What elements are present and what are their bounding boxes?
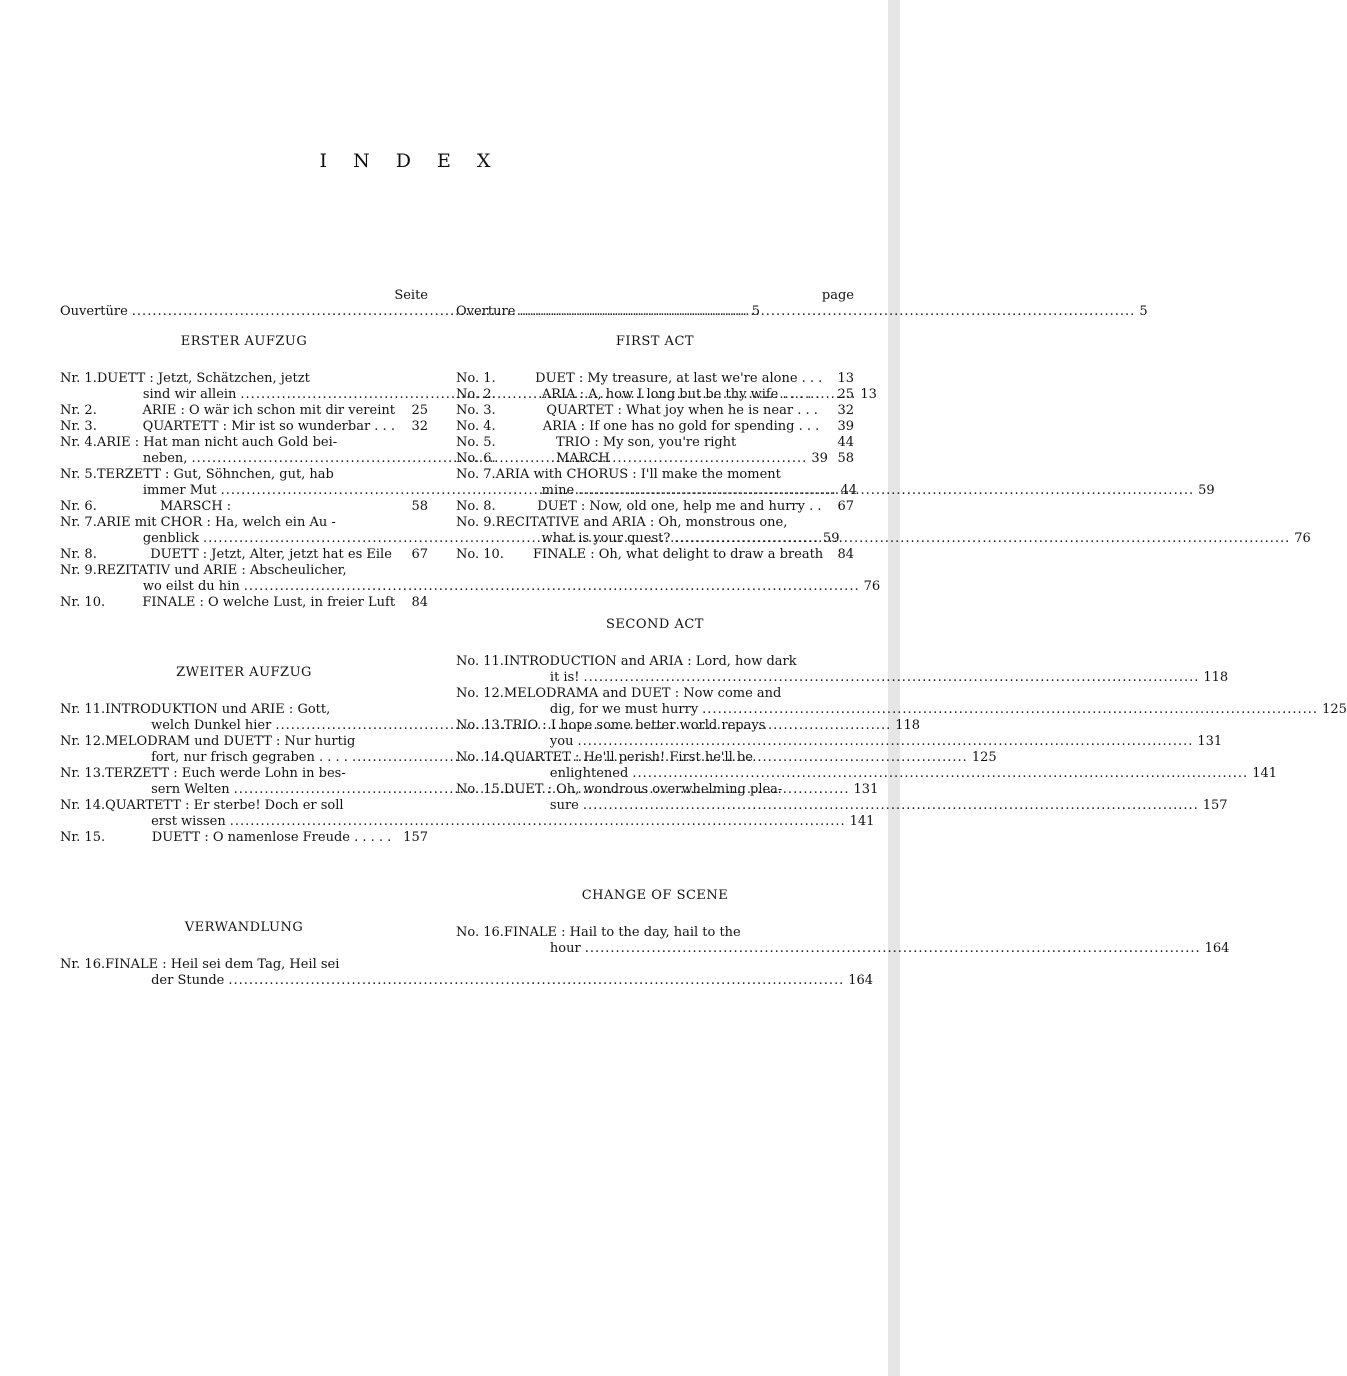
entry-title-line2: hour — [549, 941, 581, 956]
entry-title-line2: wo eilst du hin — [142, 579, 240, 594]
entry-page: 44 — [837, 435, 854, 450]
entry-page: 84 — [411, 595, 428, 610]
english-act1-heading: FIRST ACT — [615, 334, 695, 349]
leader-dots — [584, 670, 1200, 686]
entry-title-line2: dig, for we must hurry — [549, 702, 699, 717]
entry-title-line1: ARIE : O wär ich schon mit dir vereint — [142, 403, 395, 418]
entry-number: Nr. 4. — [60, 435, 97, 450]
entry-title — [504, 750, 1252, 782]
entry-number: No. 14. — [456, 750, 504, 765]
entry-title — [556, 435, 814, 451]
index-entry — [456, 515, 1311, 547]
entry-title-line2: sern Welten — [151, 782, 230, 797]
index-entry — [60, 595, 428, 611]
entry-title-line1: DUET : My treasure, at last we're alone . . . — [535, 371, 823, 386]
english-overture-page: 5 — [1139, 304, 1148, 319]
entry-title — [504, 782, 1203, 814]
entry-page: 39 — [837, 419, 854, 434]
english-act1-list — [456, 371, 1311, 563]
entry-title-line1: QUARTET : What joy when he is near . . . — [546, 403, 818, 418]
entry-title-line1: MARCH — [556, 451, 610, 466]
entry-page: 58 — [837, 451, 854, 466]
entry-title — [496, 515, 1295, 547]
entry-page: 32 — [837, 403, 854, 418]
index-entry — [456, 451, 854, 467]
index-entry — [60, 419, 428, 435]
entry-title-line1: FINALE : Hail to the day, hail to the — [503, 925, 741, 940]
entry-title-line1: INTRODUCTION and ARIA : Lord, how dark — [503, 654, 797, 669]
entry-number: No. 15. — [456, 782, 504, 797]
entry-page: 131 — [853, 782, 879, 797]
entry-title-line1: QUARTETT : Er sterbe! Doch er soll — [105, 798, 344, 813]
entry-number: Nr. 2. — [60, 403, 97, 418]
index-entry — [456, 403, 854, 419]
leader-dots — [583, 798, 1199, 814]
english-act2-heading: SECOND ACT — [606, 617, 704, 632]
entry-title — [504, 718, 1197, 750]
entry-title-line1: ARIE : Hat man nicht auch Gold bei- — [96, 435, 338, 450]
entry-title — [504, 686, 1322, 718]
entry-page: 125 — [1322, 702, 1347, 717]
entry-number: Nr. 15. — [60, 830, 106, 845]
entry-title-line2: you — [549, 734, 574, 749]
index-entry — [60, 547, 428, 563]
entry-page: 67 — [837, 499, 854, 514]
entry-title-line2-wrap — [504, 798, 1203, 814]
entry-title-line2: genblick — [142, 531, 200, 546]
german-act2-heading: ZWEITER AUFZUG — [176, 665, 312, 680]
entry-title-line2-wrap — [504, 734, 1197, 750]
entry-number: Nr. 3. — [60, 419, 97, 434]
index-entry — [456, 419, 854, 435]
index-entry — [60, 499, 428, 515]
entry-page: 39 — [811, 451, 828, 466]
entry-page: 131 — [1197, 734, 1223, 749]
entry-page: 118 — [895, 718, 921, 733]
entry-page: 141 — [849, 814, 875, 829]
entry-title-line2: der Stunde — [151, 973, 225, 988]
entry-title-line2: mine — [541, 483, 575, 498]
entry-number: Nr. 16. — [60, 957, 106, 972]
entry-number: No. 13. — [456, 718, 504, 733]
leader-dots — [702, 702, 1318, 718]
entry-number: Nr. 13. — [60, 766, 106, 781]
entry-title-line2: erst wissen — [151, 814, 226, 829]
english-scene-list — [456, 925, 1230, 957]
entry-number: Nr. 6. — [60, 499, 97, 514]
entry-page: 13 — [837, 371, 854, 386]
entry-title-line1: DUET : Now, old one, help me and hurry . . — [537, 499, 822, 514]
entry-title — [504, 925, 1205, 957]
entry-title-line2: enlightened — [549, 766, 629, 781]
entry-number: Nr. 14. — [60, 798, 106, 813]
entry-title — [543, 419, 819, 435]
entry-number: No. 5. — [456, 435, 496, 450]
entry-page: 44 — [840, 483, 858, 498]
leader-dots — [228, 973, 844, 989]
leader-dots — [585, 941, 1201, 957]
entry-number: Nr. 5. — [60, 467, 97, 482]
entry-title — [537, 499, 821, 515]
entry-title-line2-wrap — [105, 973, 848, 989]
entry-title-line2-wrap — [504, 702, 1322, 718]
entry-page: 118 — [1203, 670, 1229, 685]
entry-title-line2: welch Dunkel hier — [151, 718, 272, 733]
entry-page: 25 — [837, 387, 854, 402]
index-entry — [456, 387, 854, 403]
entry-page: 157 — [1202, 798, 1228, 813]
german-act1-heading: ERSTER AUFZUG — [180, 334, 308, 349]
entry-title — [150, 547, 392, 563]
leader-dots — [632, 766, 1248, 782]
entry-title-line1: FINALE : O welche Lust, in freier Luft — [142, 595, 396, 610]
entry-title-line2: it is! — [549, 670, 580, 685]
entry-page: 59 — [822, 531, 840, 546]
entry-title-line2: sind wir allein — [142, 387, 237, 402]
entry-title — [546, 403, 818, 419]
index-entry — [456, 467, 1215, 499]
entry-page: 164 — [848, 973, 874, 988]
entry-title-line1: ARIA with CHORUS : I'll make the moment — [495, 467, 781, 482]
entry-number: No. 8. — [456, 499, 496, 514]
english-scene-heading: CHANGE OF SCENE — [581, 888, 729, 903]
entry-title — [533, 547, 823, 563]
index-entry — [456, 686, 1347, 718]
english-overture-label: Overture — [456, 304, 516, 319]
leader-dots — [519, 304, 1135, 320]
entry-title-line1: MELODRAM und DUETT : Nur hurtig — [105, 734, 356, 749]
entry-number: Nr. 12. — [60, 734, 106, 749]
entry-title-line1: MELODRAMA and DUET : Now come and — [503, 686, 782, 701]
entry-title-line1: DUET : Oh, wondrous overwhelming plea- — [503, 782, 783, 797]
entry-number: No. 4. — [456, 419, 496, 434]
entry-title — [160, 499, 388, 515]
entry-number: Nr. 11. — [60, 702, 106, 717]
entry-page: 32 — [411, 419, 428, 434]
entry-number: No. 6. — [456, 451, 496, 466]
entry-title-line1: DUETT : O namenlose Freude . . . . . — [151, 830, 392, 845]
entry-title-line2-wrap — [504, 670, 1203, 686]
entry-title-line1: INTRODUKTION und ARIE : Gott, — [105, 702, 331, 717]
entry-title-line2-wrap — [504, 766, 1252, 782]
german-scene-list — [60, 957, 874, 989]
index-entry — [456, 435, 854, 451]
entry-title — [504, 654, 1203, 686]
entry-title-line1: QUARTET : He'll perish! First he'll be — [503, 750, 753, 765]
entry-number: Nr. 10. — [60, 595, 106, 610]
entry-title-line1: FINALE : Oh, what delight to draw a breath — [533, 547, 824, 562]
entry-number: No. 16. — [456, 925, 504, 940]
entry-title — [142, 595, 395, 611]
entry-page: 13 — [860, 387, 877, 402]
english-column-header: page — [821, 288, 854, 303]
entry-title-line1: RECITATIVE and ARIA : Oh, monstrous one, — [495, 515, 788, 530]
english-overture-entry — [456, 304, 1148, 320]
entry-title — [143, 419, 395, 435]
entry-title-line2: fort, nur frisch gegraben . . . . — [151, 750, 348, 765]
index-entry — [456, 371, 854, 387]
entry-page: 59 — [1198, 483, 1215, 498]
entry-title-line2: neben, — [142, 451, 188, 466]
index-entry — [456, 925, 1230, 957]
entry-title — [542, 387, 820, 403]
entry-title-line1: QUARTETT : Mir ist so wunderbar . . . — [142, 419, 395, 434]
entry-title — [556, 451, 814, 467]
entry-title-line1: ARIA : A, how I long but be thy wife . . . . . — [541, 387, 820, 402]
entry-title-line2-wrap — [496, 483, 1198, 499]
entry-number: No. 1. — [456, 371, 496, 386]
entry-number: No. 11. — [456, 654, 504, 669]
entry-title — [105, 957, 848, 989]
entry-page: 25 — [411, 403, 428, 418]
entry-title-line2: sure — [549, 798, 579, 813]
entry-title-line2-wrap — [504, 941, 1205, 957]
entry-number: Nr. 8. — [60, 547, 97, 562]
index-entry — [456, 654, 1229, 686]
entry-title-line1: TERZETT : Gut, Söhnchen, gut, hab — [96, 467, 334, 482]
index-entry — [60, 403, 428, 419]
entry-page: 157 — [403, 830, 428, 845]
entry-number: No. 10. — [456, 547, 504, 562]
entry-number: No. 7. — [456, 467, 496, 482]
index-entry — [456, 547, 854, 563]
leader-dots — [578, 483, 1194, 499]
entry-title-line1: TRIO : I hope some better world repays — [503, 718, 766, 733]
entry-number: No. 2. — [456, 387, 496, 402]
entry-page: 76 — [863, 579, 881, 594]
entry-title — [143, 403, 395, 419]
index-entry — [60, 830, 428, 846]
german-scene-heading: VERWANDLUNG — [184, 920, 304, 935]
entry-number: No. 9. — [456, 515, 496, 530]
entry-title-line1: ARIE mit CHOR : Ha, welch ein Au - — [96, 515, 336, 530]
english-column — [456, 288, 1347, 957]
german-column-header: Seite — [394, 288, 428, 303]
entry-title-line2: what is your quest? — [541, 531, 671, 546]
index-entry — [60, 957, 874, 989]
entry-number: No. 12. — [456, 686, 504, 701]
entry-title — [535, 371, 822, 387]
english-act2-list — [456, 654, 1347, 814]
entry-page: 164 — [1204, 941, 1230, 956]
index-entry — [456, 499, 854, 515]
entry-title-line1: ARIA : If one has no gold for spending . . . — [542, 419, 820, 434]
entry-number: Nr. 9. — [60, 563, 97, 578]
entry-page: 125 — [971, 750, 997, 765]
entry-page: 76 — [1294, 531, 1311, 546]
entry-title-line1: TRIO : My son, you're right — [556, 435, 737, 450]
entry-title — [496, 467, 1198, 499]
entry-title-line2-wrap — [496, 531, 1295, 547]
index-title: I N D E X — [319, 150, 501, 172]
entry-title-line1: FINALE : Heil sei dem Tag, Heil sei — [105, 957, 340, 972]
leader-dots — [674, 531, 1290, 547]
entry-title-line1: TERZETT : Euch werde Lohn in bes- — [105, 766, 346, 781]
german-overture-page: 5 — [751, 304, 760, 319]
entry-title-line1: DUETT : Jetzt, Alter, jetzt hat es Eile — [150, 547, 392, 562]
entry-page: 84 — [837, 547, 854, 562]
entry-number: Nr. 1. — [60, 371, 97, 386]
entry-number: Nr. 7. — [60, 515, 97, 530]
entry-page: 141 — [1252, 766, 1278, 781]
entry-title-line1: DUETT : Jetzt, Schätzchen, jetzt — [96, 371, 310, 386]
entry-page: 67 — [411, 547, 428, 562]
index-entry — [60, 563, 881, 595]
leader-dots — [577, 734, 1193, 750]
entry-page: 58 — [411, 499, 428, 514]
entry-number: No. 3. — [456, 403, 496, 418]
entry-title-line1: REZITATIV und ARIE : Abscheulicher, — [96, 563, 347, 578]
entry-title — [152, 830, 392, 846]
entry-title-line2: immer Mut — [142, 483, 217, 498]
entry-title-line1: MARSCH : — [160, 499, 232, 514]
german-overture-label: Ouvertüre — [60, 304, 128, 319]
